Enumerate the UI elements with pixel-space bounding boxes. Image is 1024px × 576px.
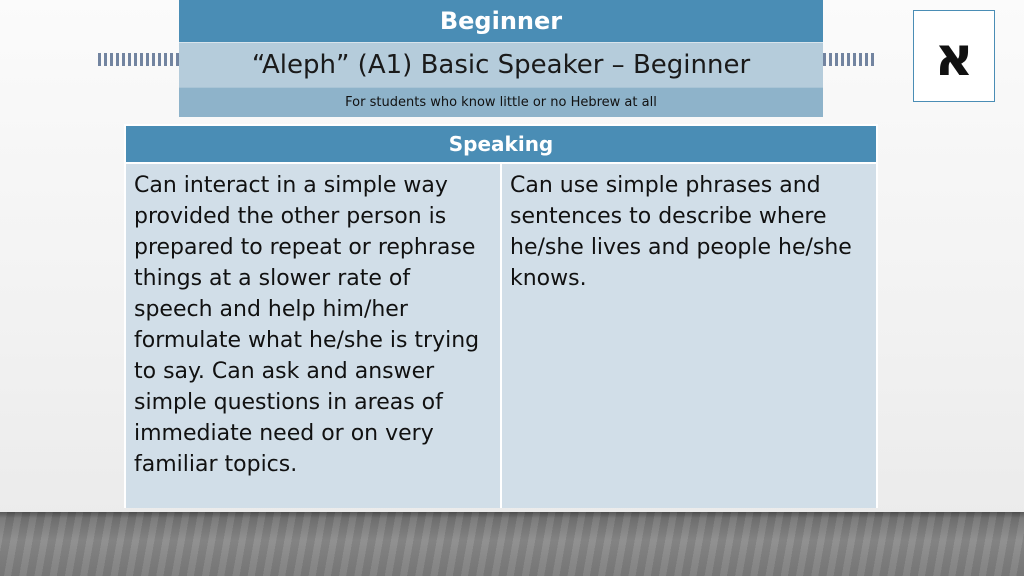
level-title: Beginner (179, 0, 823, 42)
level-description: For students who know little or no Hebrew at all (179, 87, 823, 117)
level-subtitle: “Aleph” (A1) Basic Speaker – Beginner (179, 42, 823, 87)
table-cell-left: Can interact in a simple way provided the other person is prepared to repeat or rephrase things at a slower rate of speech and help him/her formulate what he/she is trying to say. Can ask and answer simple questions in areas of immediate need or on very familiar topics. (126, 164, 502, 508)
table-cell-right: Can use simple phrases and sentences to describe where he/she lives and people he/she knows. (502, 164, 876, 508)
level-header (179, 0, 823, 116)
speaking-table (124, 124, 878, 508)
decorative-dash-right (823, 53, 875, 66)
aleph-letter-badge: א (913, 10, 995, 102)
floor-background (0, 512, 1024, 576)
decorative-dash-left (98, 53, 180, 66)
table-body (126, 164, 876, 508)
table-heading: Speaking (126, 126, 876, 164)
